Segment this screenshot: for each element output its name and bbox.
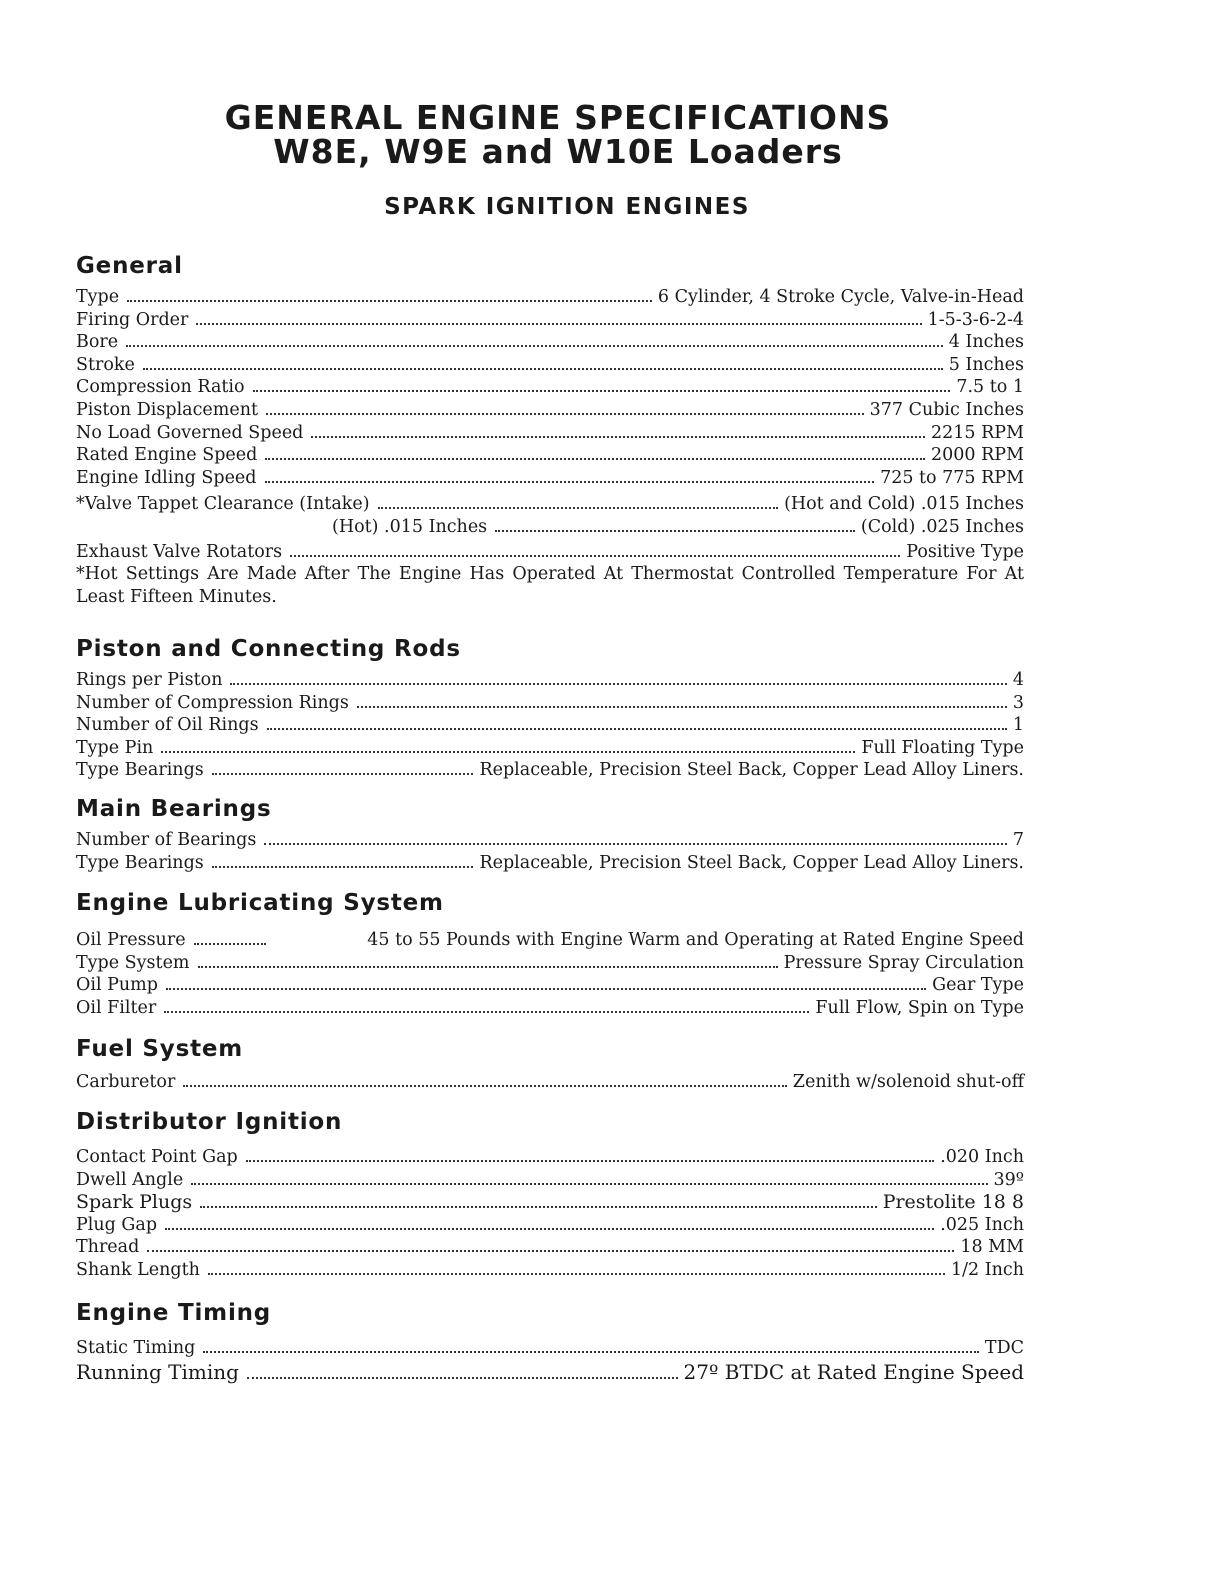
spec-value: Replaceable, Precision Steel Back, Copper Lead Alloy Liners. — [479, 760, 1024, 781]
spec-label: Type Bearings — [76, 760, 204, 781]
spec-row — [76, 714, 1024, 737]
spec-row — [76, 1259, 1024, 1282]
spec-row — [76, 376, 1024, 399]
spec-label: Type System — [76, 952, 190, 973]
dot-leader — [267, 728, 1007, 730]
spec-row — [76, 399, 1024, 422]
spec-value: Gear Type — [932, 975, 1024, 996]
spec-label: Bore — [76, 332, 119, 353]
spec-label: Oil Filter — [76, 997, 157, 1018]
spec-row — [76, 493, 1024, 516]
spec-label: Type Pin — [76, 737, 154, 758]
spec-row — [76, 692, 1024, 715]
spec-row — [76, 1169, 1024, 1192]
dot-leader — [198, 966, 778, 968]
spec-value: 725 to 775 RPM — [880, 467, 1024, 488]
section-general — [76, 252, 1024, 608]
dot-leader — [265, 481, 875, 483]
spec-label: Compression Ratio — [76, 377, 245, 398]
spec-label: Stroke — [76, 354, 135, 375]
dot-leader — [191, 1183, 987, 1185]
spec-row — [76, 516, 1024, 539]
spec-label: Rated Engine Speed — [76, 445, 258, 466]
spec-row — [76, 1214, 1024, 1237]
dot-leader — [161, 751, 855, 753]
spec-value: 1/2 Inch — [951, 1259, 1024, 1280]
spec-value: Pressure Spray Circulation — [783, 952, 1024, 973]
spec-value: Replaceable, Precision Steel Back, Copper Lead Alloy Liners. — [479, 852, 1024, 873]
spec-label: Static Timing — [76, 1338, 196, 1358]
spec-label: Plug Gap — [76, 1214, 158, 1235]
spec-value: Full Floating Type — [861, 737, 1024, 758]
spec-value: 2000 RPM — [931, 445, 1024, 466]
spec-label: Type — [76, 287, 120, 307]
spec-row — [76, 669, 1024, 692]
spec-label: Number of Compression Rings — [76, 692, 349, 713]
page-subtitle: SPARK IGNITION ENGINES — [384, 194, 750, 220]
spec-value: 6 Cylinder, 4 Stroke Cycle, Valve-in-Head — [657, 287, 1024, 307]
spec-row — [76, 1071, 1024, 1094]
spec-row — [76, 759, 1024, 782]
section-piston — [76, 635, 1024, 782]
dot-leader — [212, 773, 474, 775]
spec-value: 7 — [1012, 830, 1024, 850]
spec-row — [76, 354, 1024, 377]
spec-row — [76, 331, 1024, 354]
spec-value: 7.5 to 1 — [956, 377, 1024, 398]
spec-row — [76, 467, 1024, 490]
spec-row — [76, 829, 1024, 852]
spec-value: (Cold) .025 Inches — [860, 516, 1024, 537]
dot-leader — [230, 683, 1006, 685]
spec-value: 1-5-3-6-2-4 — [927, 309, 1024, 330]
spec-value: 27º BTDC at Rated Engine Speed — [683, 1359, 1024, 1384]
spec-value: Full Flow, Spin on Type — [815, 997, 1024, 1018]
page-title-models: W8E, W9E and W10E Loaders — [273, 132, 843, 171]
spec-label: Oil Pressure — [76, 930, 186, 950]
spec-label: Rings per Piston — [76, 670, 223, 690]
dot-leader — [311, 436, 925, 438]
spec-value: .020 Inch — [940, 1147, 1024, 1167]
spec-label: Dwell Angle — [76, 1169, 184, 1190]
spec-value: TDC — [984, 1338, 1024, 1358]
spec-value: 3 — [1012, 692, 1024, 713]
spec-label: Shank Length — [76, 1259, 200, 1280]
section-title: Fuel System — [76, 1036, 244, 1062]
spec-label: Contact Point Gap — [76, 1147, 238, 1167]
spec-row — [76, 952, 1024, 975]
spec-label: *Valve Tappet Clearance (Intake) — [76, 494, 370, 515]
dot-leader — [164, 1011, 809, 1013]
spec-row — [76, 974, 1024, 997]
spec-list — [76, 286, 1024, 608]
spec-row — [76, 1146, 1024, 1169]
spec-row — [76, 309, 1024, 332]
dot-leader — [200, 1206, 877, 1208]
dot-leader — [378, 507, 779, 509]
spec-value: 39º — [993, 1169, 1024, 1190]
dot-leader — [266, 413, 864, 415]
section-title: Distributor Ignition — [76, 1109, 343, 1135]
spec-row — [76, 541, 1024, 564]
spec-value: 1 — [1012, 715, 1024, 736]
dot-leader — [208, 1273, 945, 1275]
section-title: Engine Lubricating System — [76, 890, 444, 916]
dot-leader — [495, 530, 855, 532]
dot-leader — [264, 843, 1007, 845]
spec-row — [76, 286, 1024, 309]
dot-leader — [247, 1377, 678, 1379]
spec-row — [76, 1337, 1024, 1360]
dot-leader — [183, 1085, 786, 1087]
dot-leader — [143, 368, 943, 370]
spec-label: Type Bearings — [76, 852, 204, 873]
spec-value: 377 Cubic Inches — [869, 399, 1024, 420]
section-ignition — [76, 1108, 1024, 1282]
section-title: Piston and Connecting Rods — [76, 636, 461, 662]
spec-label: Piston Displacement — [76, 399, 259, 420]
section-title: Engine Timing — [76, 1300, 272, 1326]
dot-leader — [126, 345, 943, 347]
footnote: *Hot Settings Are Made After The Engine Has Operated At Thermostat Controlled Temperature For At Least Fifteen Minutes. — [76, 564, 1024, 607]
spec-label: Number of Oil Rings — [76, 715, 259, 736]
spec-label: (Hot) .015 Inches — [332, 516, 488, 537]
spec-label: Oil Pump — [76, 975, 158, 996]
section-fuel — [76, 1035, 1024, 1094]
spec-label: Running Timing — [76, 1359, 239, 1384]
spec-value: Zenith w/solenoid shut-off — [792, 1072, 1024, 1092]
spec-value: 4 Inches — [948, 332, 1024, 353]
dot-leader — [357, 706, 1007, 708]
spec-row — [76, 929, 1024, 952]
spec-label: Spark Plugs — [76, 1191, 193, 1214]
spec-label: Thread — [76, 1237, 140, 1258]
spec-row — [76, 422, 1024, 445]
page-title: GENERAL ENGINE SPECIFICATIONS — [224, 98, 892, 137]
spec-row — [76, 737, 1024, 760]
spec-value: .025 Inch — [940, 1214, 1024, 1235]
dot-leader — [253, 390, 951, 392]
dot-leader — [165, 1228, 934, 1230]
spec-label: Carburetor — [76, 1072, 176, 1092]
section-title: General — [76, 253, 183, 279]
dot-leader — [290, 555, 900, 557]
spec-value: 18 MM — [960, 1237, 1024, 1258]
section-lubricating — [76, 889, 1024, 1019]
spec-row — [76, 1191, 1024, 1214]
section-title: Main Bearings — [76, 796, 272, 822]
dot-leader — [203, 1351, 979, 1353]
dot-leader — [166, 988, 926, 990]
section-main-bearings — [76, 795, 1024, 874]
spec-label: Exhaust Valve Rotators — [76, 541, 283, 562]
dot-leader — [246, 1160, 934, 1162]
spec-label: Engine Idling Speed — [76, 467, 257, 488]
section-timing — [76, 1299, 1024, 1384]
dot-leader — [265, 458, 925, 460]
spec-value: 2215 RPM — [931, 422, 1024, 443]
spec-value: Positive Type — [906, 541, 1024, 562]
spec-value: Prestolite 18 8 — [882, 1191, 1024, 1214]
dot-leader — [127, 300, 652, 302]
spec-value: 5 Inches — [948, 354, 1024, 375]
spec-value: 45 to 55 Pounds with Engine Warm and Operating at Rated Engine Speed — [367, 930, 1024, 950]
spec-row — [76, 1236, 1024, 1259]
spec-value: 4 — [1012, 670, 1024, 690]
dot-leader — [194, 943, 266, 945]
dot-leader — [196, 323, 921, 325]
spec-value: (Hot and Cold) .015 Inches — [784, 494, 1024, 515]
spec-row — [76, 1360, 1024, 1384]
spec-label: Firing Order — [76, 309, 189, 330]
spec-row — [76, 997, 1024, 1020]
spec-row — [76, 444, 1024, 467]
dot-leader — [212, 866, 474, 868]
spec-label: No Load Governed Speed — [76, 422, 304, 443]
dot-leader — [147, 1250, 954, 1252]
spec-label: Number of Bearings — [76, 830, 257, 850]
spec-row — [76, 852, 1024, 875]
